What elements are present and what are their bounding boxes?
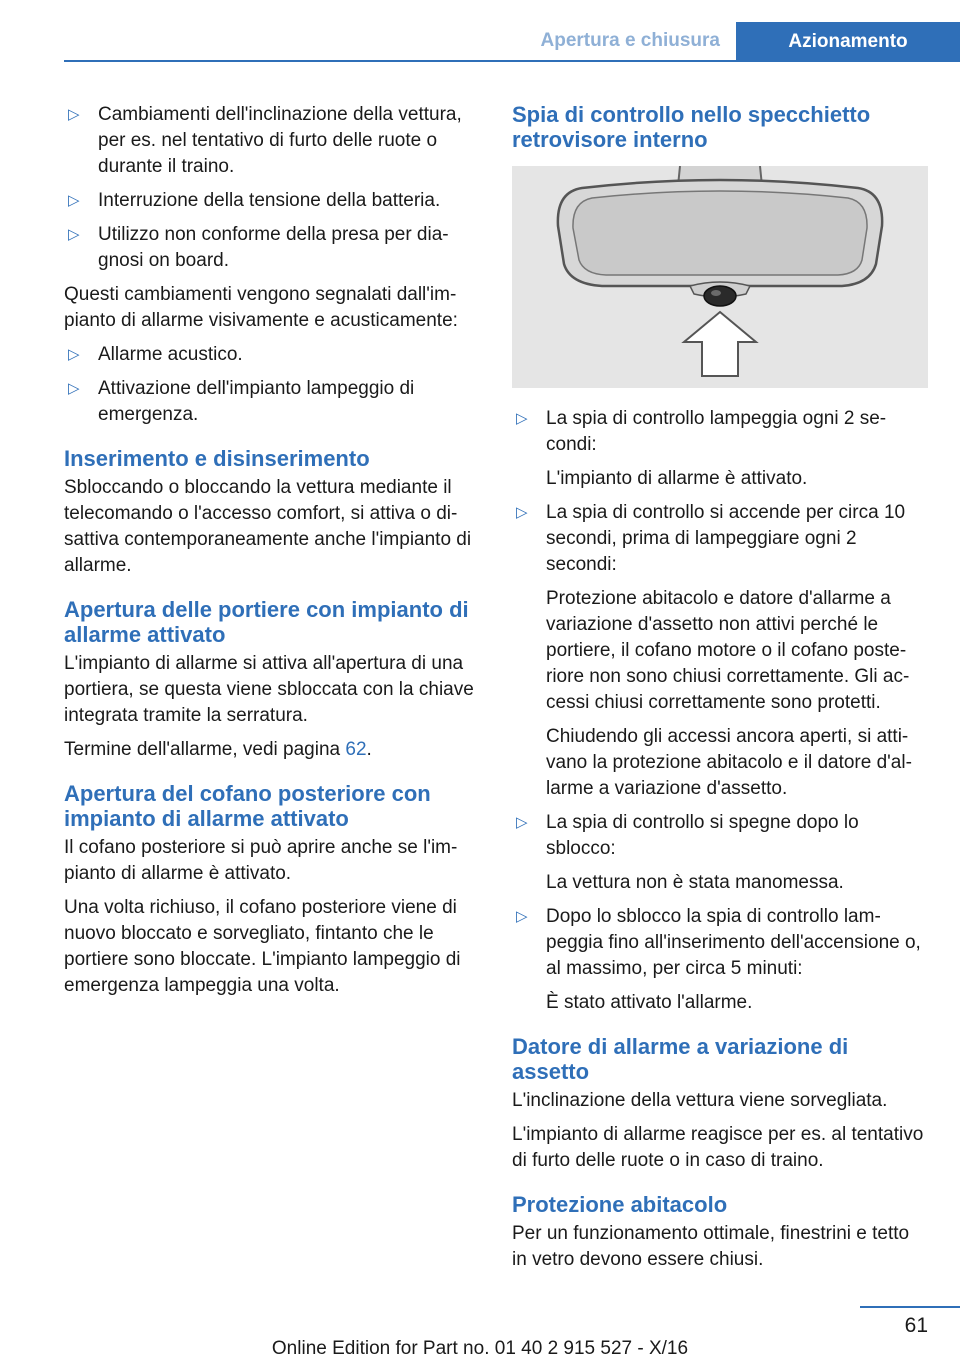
- heading-apertura-cofano: Apertura del cofano posteriore con impianto di allarme attivato: [64, 781, 431, 831]
- page-number: 61: [904, 1314, 928, 1337]
- paragraph: L'impianto di allarme reagisce per es. al tentativo di furto delle ruote o in caso di traino.: [512, 1124, 924, 1171]
- heading-datore-allarme: Datore di allarme a variazione di assetto: [512, 1034, 849, 1084]
- list-item: ▷ La spia di controllo lampeggia ogni 2 secondi: L'impianto di allarme è attivato.: [516, 408, 887, 489]
- paragraph: Il cofano posteriore si può aprire anche se l'impianto di allarme è attivato.: [64, 837, 458, 884]
- bullet-icon: ▷: [516, 410, 528, 427]
- paragraph: L'impianto di allarme si attiva all'apertura di una portiera, se questa viene sbloccata con la chiave integrata tramite la serratura.: [64, 653, 474, 726]
- list-item: ▷ Utilizzo non conforme della presa per diagnosi on board.: [68, 224, 449, 271]
- right-column: [512, 102, 928, 1281]
- list-item: ▷ La spia di controllo si spegne dopo lo sblocco: La vettura non è stata manomessa.: [516, 812, 859, 893]
- header-chapter-tab: Azionamento: [736, 22, 960, 62]
- bullet-icon: ▷: [516, 908, 528, 925]
- bullet-icon: ▷: [516, 504, 528, 521]
- heading-inserimento: Inserimento e disinserimento: [64, 446, 370, 471]
- paragraph: Questi cambiamenti vengono segnalati dall'impianto di allarme visivamente e acusticamente:: [64, 284, 458, 331]
- bullet-icon: ▷: [68, 226, 80, 243]
- heading-spia-controllo: Spia di controllo nello specchietto retrovisore interno: [512, 102, 871, 152]
- bullet-icon: ▷: [516, 814, 528, 831]
- rearview-mirror-illustration: [512, 166, 928, 388]
- bullet-icon: ▷: [68, 192, 80, 209]
- list-item: ▷ La spia di controllo si accende per circa 10 secondi, prima di lampeggiare ogni 2 secondi: Protezione abitacolo e datore d'allarme a variazione d'assetto non attivi perché le portiere, il cofano motore o il cofano posteriore non sono chiusi correttamente. Gli accessi chiusi correttamente sono protetti. Chiudendo gli accessi ancora aperti, si attivano la protezione abitacolo e il datore d'allarme a variazione d'assetto.: [516, 502, 912, 799]
- list-item: ▷ Allarme acustico.: [64, 342, 478, 368]
- paragraph: Sbloccando o bloccando la vettura mediante il telecomando o l'accesso comfort, si attiva o disattiva contemporaneamente anche l'impianto di allarme.: [64, 477, 472, 576]
- bullet-icon: ▷: [68, 106, 80, 123]
- paragraph: L'inclinazione della vettura viene sorvegliata.: [512, 1090, 888, 1111]
- list-item: ▷ Cambiamenti dell'inclinazione della vettura, per es. nel tentativo di furto delle ruote o durante il traino.: [68, 104, 462, 177]
- list-item: ▷ Dopo lo sblocco la spia di controllo lampeggia fino all'inserimento dell'accensione o, al massimo, per circa 5 minuti: È stato attivato l'allarme.: [516, 906, 921, 1013]
- paragraph: Una volta richiuso, il cofano posteriore viene di nuovo bloccato e sorvegliato, fintanto che le portiere sono bloccate. L'impianto lampeggio di emergenza lampeggia una volta.: [64, 897, 461, 996]
- heading-apertura-portiere: Apertura delle portiere con impianto di allarme attivato: [64, 597, 469, 647]
- left-column: [64, 102, 478, 1007]
- edition-footer: Online Edition for Part no. 01 40 2 915 527 - X/16: [271, 1338, 689, 1359]
- bullet-icon: ▷: [68, 380, 80, 397]
- bullet-icon: ▷: [68, 346, 80, 363]
- list-item: ▷ Interruzione della tensione della batteria.: [64, 188, 478, 214]
- heading-protezione-abitacolo: Protezione abitacolo: [512, 1192, 728, 1217]
- page-link[interactable]: 62: [345, 739, 367, 760]
- paragraph-page-reference: Termine dell'allarme, vedi pagina 62.: [64, 739, 372, 760]
- paragraph: Per un funzionamento ottimale, finestrini e tetto in vetro devono essere chiusi.: [512, 1223, 910, 1270]
- footer-rule: [860, 1306, 960, 1308]
- header-section-title: Apertura e chiusura: [540, 30, 720, 51]
- list-item: ▷ Attivazione dell'impianto lampeggio di emergenza.: [68, 378, 415, 425]
- mirror-icon: [512, 166, 928, 388]
